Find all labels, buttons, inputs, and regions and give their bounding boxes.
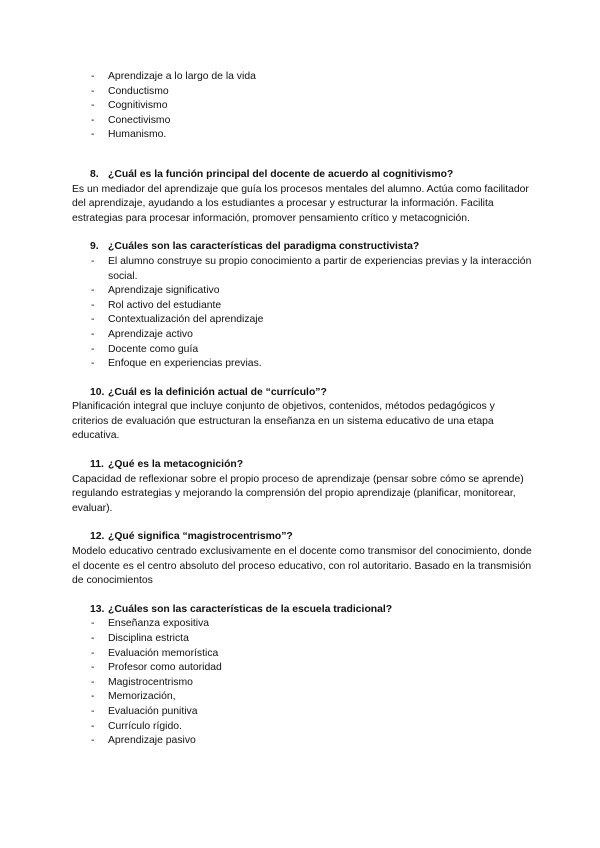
question-9-list (72, 255, 534, 372)
list-item: - Aprendizaje significativo (91, 285, 220, 297)
bullet-list-paradigms (72, 70, 534, 143)
list-item: - Docente como guía (91, 343, 199, 355)
list-item: - Cognitivismo (91, 100, 168, 112)
question-11-heading: 11. ¿Qué es la metacognición? (90, 459, 244, 471)
question-13-heading: 13. ¿Cuáles son las características de la escuela tradicional? (90, 603, 393, 615)
question-13-list (72, 617, 534, 748)
list-item: - Conectivismo (91, 114, 171, 126)
list-item: - Evaluación punitiva (91, 705, 198, 717)
question-8-heading: 8. ¿Cuál es la función principal del docente de acuerdo al cognitivismo? (90, 168, 454, 180)
list-item: - El alumno construye su propio conocimiento a partir de experiencias previas y la interacción social. (91, 255, 532, 282)
question-12-answer: Modelo educativo centrado exclusivamente en el docente como transmisor del conocimiento, donde el docente es el centro absoluto del proceso educativo, con rol autoritario. Basado en la transmisión de conocimientos (72, 546, 532, 587)
list-item: - Contextualización del aprendizaje (91, 314, 264, 326)
list-item: - Enfoque en experiencias previas. (91, 358, 262, 370)
list-item: - Rol activo del estudiante (91, 299, 222, 311)
question-9-heading: 9. ¿Cuáles son las características del paradigma constructivista? (90, 241, 420, 253)
list-item: - Aprendizaje a lo largo de la vida (91, 71, 256, 82)
question-10-answer: Planificación integral que incluye conjunto de objetivos, contenidos, métodos pedagógicos y criterios de evaluación que estructuran la enseñanza en un sistema educativo de una etapa educativa. (72, 401, 495, 442)
list-item: - Evaluación memorística (91, 647, 219, 659)
list-item: - Enseñanza expositiva (91, 618, 210, 630)
document-content (72, 70, 534, 749)
question-11-answer: Capacidad de reflexionar sobre el propio proceso de aprendizaje (pensar sobre cómo se aprende) regulando estrategias y mejorando la comprensión del propio aprendizaje (planificar, monitorear, evaluar). (72, 473, 524, 514)
list-item: - Conductismo (91, 85, 169, 97)
list-item: - Magistrocentrismo (91, 676, 193, 688)
list-item: - Profesor como autoridad (91, 662, 222, 674)
list-item: - Memorización, (91, 691, 176, 703)
question-8-answer: Es un mediador del aprendizaje que guía los procesos mentales del alumno. Actúa como facilitador del aprendizaje, ayudando a los estudiantes a procesar y estructurar la información. Facilita estrategias para procesar información, promover pensamiento crítico y metacognición. (72, 183, 529, 224)
question-10-heading: 10. ¿Cuál es la definición actual de “currículo”? (90, 386, 327, 398)
list-item: - Currículo rígido. (91, 720, 182, 732)
list-item: - Aprendizaje activo (91, 328, 193, 340)
question-12-heading: 12. ¿Qué significa “magistrocentrismo”? (90, 531, 293, 543)
list-item: - Disciplina estricta (91, 633, 189, 644)
list-item: - Aprendizaje pasivo (91, 735, 196, 747)
list-item: - Humanismo. (91, 129, 167, 141)
